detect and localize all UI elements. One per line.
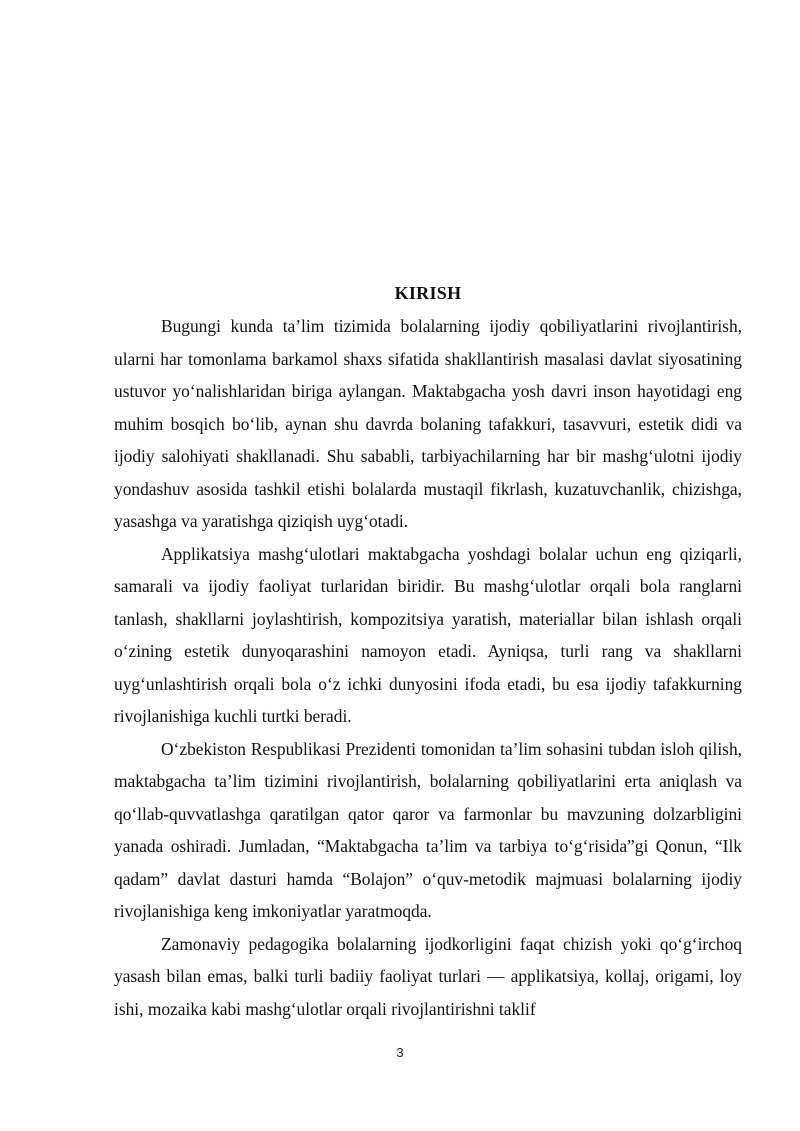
section-title: KIRISH [394,283,462,303]
paragraph-1: Bugungi kunda ta’lim tizimida bolalarning ijodiy qobiliyatlarini rivojlantirish, ularni har tomonlama barkamol shaxs sifatida shakllantirish masalasi davlat siyosatining ustuvor yo‘nalishlaridan biriga aylangan. Maktabgacha yosh davri inson hayotidagi eng muhim bosqich bo‘lib, aynan shu davrda bolaning tafakkuri, tasavvuri, estetik didi va ijodiy salohiyati shakllanadi. Shu sababli, tarbiyachilarning har bir mashg‘ulotni ijodiy yondashuv asosida tashkil etishi bolalarda mustaqil fikrlash, kuzatuvchanlik, chizishga, yasashga va yaratishga qiziqish uyg‘otadi. [114,316,742,531]
paragraph-3: O‘zbekiston Respublikasi Prezidenti tomonidan ta’lim sohasini tubdan isloh qilish, maktabgacha ta’lim tizimini rivojlantirish, bolalarning qobiliyatlarini erta aniqlash va qo‘llab-quvvatlashga qaratilgan qator qaror va farmonlar bu mavzuning dolzarbligini yanada oshiradi. Jumladan, “Maktabgacha ta’lim va tarbiya to‘g‘risida”gi Qonun, “Ilk qadam” davlat dasturi hamda “Bolajon” o‘quv-metodik majmuasi bolalarning ijodiy rivojlanishiga keng imkoniyatlar yaratmoqda. [114,738,742,921]
page-content [114,282,742,1025]
paragraph-2: Applikatsiya mashg‘ulotlari maktabgacha yoshdagi bolalar uchun eng qiziqarli, samarali va ijodiy faoliyat turlaridan biridir. Bu mashg‘ulotlar orqali bola ranglarni tanlash, shakllarni joylashtirish, kompozitsiya yaratish, materiallar bilan ishlash orqali o‘zining estetik dunyoqarashini namoyon etadi. Ayniqsa, turli rang va shakllarni uyg‘unlashtirish orqali bola o‘z ichki dunyosini ifoda etadi, bu esa ijodiy tafakkurning rivojlanishiga kuchli turtki beradi. [114,543,742,726]
page-number: 3 [396,1045,404,1060]
paragraph-4: Zamonaviy pedagogika bolalarning ijodkorligini faqat chizish yoki qo‘g‘irchoq yasash bilan emas, balki turli badiiy faoliyat turlari — applikatsiya, kollaj, origami, loy ishi, mozaika kabi mashg‘ulotlar orqali rivojlantirishni taklif [114,933,742,1019]
